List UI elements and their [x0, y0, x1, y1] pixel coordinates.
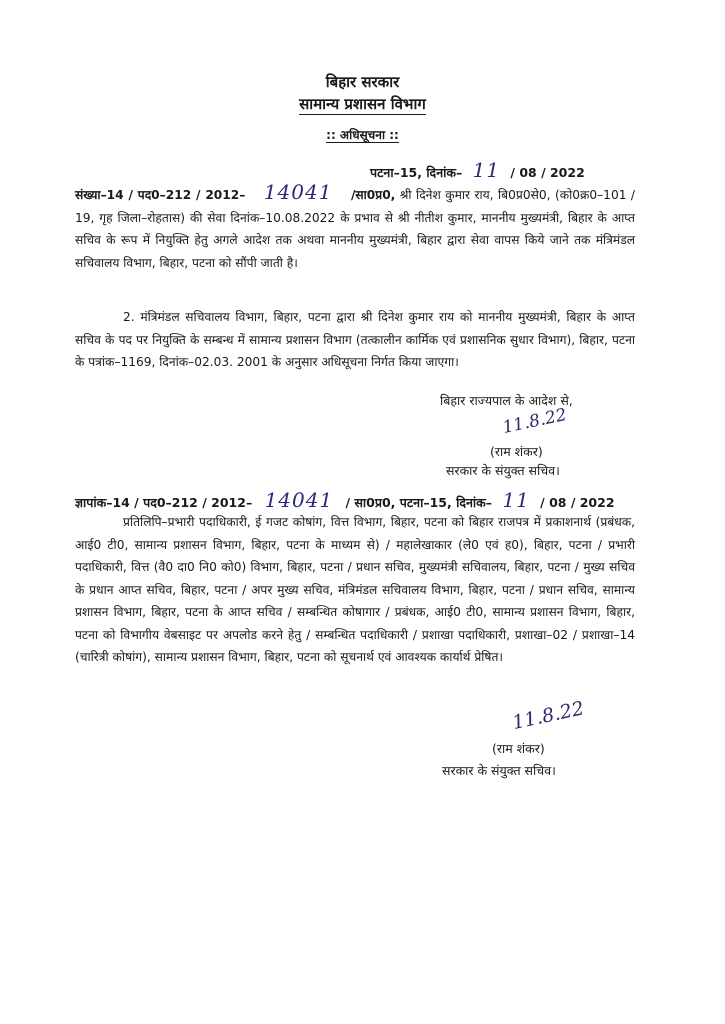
signer-name-1: (राम शंकर): [490, 444, 543, 459]
memo-ref-line: ज्ञापांक–14 / पद0–212 / 2012– 14041 / सा0प्र0, पटना–15, दिनांक– 11 / 08 / 2022: [75, 488, 615, 512]
signature-1: 11.8.22: [500, 404, 569, 438]
handwritten-memo-day: 11: [502, 488, 530, 512]
notification-ref-prefix: संख्या–14 / पद0–212 / 2012–: [75, 188, 246, 202]
governor-order-line: बिहार राज्यपाल के आदेश से,: [440, 393, 573, 408]
notification-para-2: 2. मंत्रिमंडल सचिवालय विभाग, बिहार, पटना द्वारा श्री दिनेश कुमार राय को माननीय मुख्यमंत्री, बिहार के आप्त सचिव के पद पर नियुक्ति के सम्बन्ध में सामान्य प्रशासन विभाग (तत्कालीन कार्मिक एवं प्रशासनिक सुधार विभाग), बिहार, पटना के पत्रांक–1169, दिनांक–02.03. 2001 के अनुसार अधिसूचना निर्गत किया जाएगा।: [75, 310, 635, 369]
notification-date-line: पटना–15, दिनांक– 11 / 08 / 2022: [370, 158, 585, 182]
handwritten-day: 11: [472, 158, 501, 182]
memo-body: प्रतिलिपि–प्रभारी पदाधिकारी, ई गजट कोषांग, वित्त विभाग, बिहार, पटना को बिहार राजपत्र में प्रकाशनार्थ (प्रबंधक, आई0 टी0, सामान्य प्रशासन विभाग, बिहार, पटना के माध्यम से) / महालेखाकार (ले0 एवं ह0), बिहार, पटना / प्रभारी पदाधिकारी, वित्त (वै0 दा0 नि0 को0) विभाग, बिहार, पटना / प्रधान सचिव, मुख्यमंत्री सचिवालय, बिहार, पटना / मुख्य सचिव के प्रधान आप्त सचिव, बिहार, पटना / अपर मुख्य सचिव, मंत्रिमंडल सचिवालय विभाग, बिहार, पटना / प्रधान सचिव, सामान्य प्रशासन विभाग, बिहार, पटना के आप्त सचिव / सम्बन्धित कोषागार / प्रबंधक, आई0 टी0, सामान्य प्रशासन विभाग, बिहार, पटना को विभागीय वेबसाइट पर अपलोड करने हेतु / सम्बन्धित पदाधिकारी / प्रशाखा पदाधिकारी, प्रशाखा–02 / प्रशाखा–14 (चारित्री कोषांग), सामान्य प्रशासन विभाग, बिहार, पटना को सूचनार्थ एवं आवश्यक कार्यार्थ प्रेषित।: [75, 515, 635, 664]
signer-name-2: (राम शंकर): [492, 741, 545, 756]
department-title: सामान्य प्रशासन विभाग: [299, 95, 426, 113]
signer-title-2: सरकार के संयुक्त सचिव।: [442, 763, 556, 778]
government-title: बिहार सरकार: [325, 73, 400, 91]
signature-2: 11.8.22: [510, 697, 586, 734]
signer-title-1: सरकार के संयुक्त सचिव।: [446, 463, 560, 478]
handwritten-ref-number: 14041: [263, 180, 333, 204]
notice-title: :: अधिसूचना ::: [326, 128, 399, 142]
notification-body: संख्या–14 / पद0–212 / 2012– 14041 /सा0प्र0, श्री दिनेश कुमार राय, बि0प्र0से0, (को0क्र0–101 / 19, गृह जिला–रोहतास) की सेवा दिनांक–10.08.2022 के प्रभाव से श्री नीतीश कुमार, माननीय मुख्यमंत्री, बिहार के आप्त सचिव के रूप में नियुक्ति हेतु अगले आदेश तक अथवा माननीय मुख्यमंत्री, बिहार द्वारा सेवा वापस किये जाने तक मंत्रिमंडल सचिवालय विभाग, बिहार, पटना को सौंपी जाती है।: [75, 180, 636, 270]
handwritten-memo-number: 14041: [264, 488, 334, 512]
